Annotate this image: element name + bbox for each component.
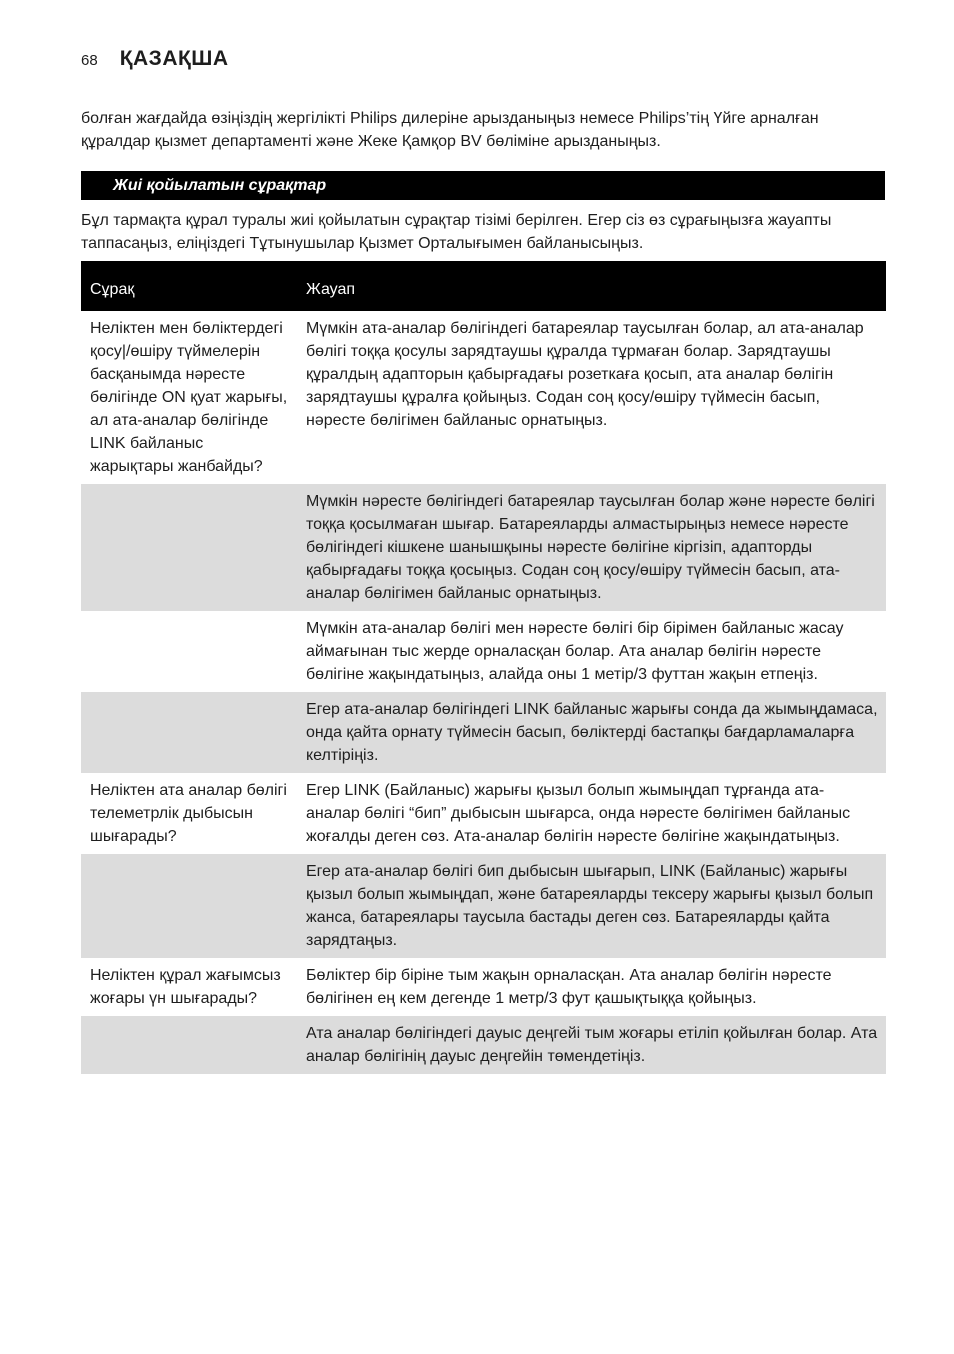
section-title: Жиі қойылатын сұрақтар: [81, 171, 885, 200]
table-row: [81, 311, 886, 484]
table-row: [81, 854, 886, 958]
section-description: Бұл тармақта құрал туралы жиі қойылатын сұрақтар тізімі берілген. Егер сіз өз сұрағыңызға жауапты таппасаңыз, еліңіздегі Тұтынушылар Қызмет Орталығымен байланысыңыз.: [81, 212, 832, 252]
language-title: ҚАЗАҚША: [119, 47, 229, 70]
table-header-row: [81, 261, 886, 311]
answer-cell: Мүмкін ата-аналар бөлігі мен нәресте бөлігі бір бірімен байланыс жасау аймағынан тыс жерде орналасқан болар. Ата аналар бөлігін нәресте бөлігіне жақындатыңыз, алайда оны 1 метір/3 футтан жақын етпеңіз.: [297, 611, 886, 692]
answer-column-header: Жауап: [297, 261, 886, 311]
page-number: 68: [81, 52, 98, 69]
table-row: [81, 958, 886, 1016]
answer-cell: Егер ата-аналар бөлігіндегі LINK байланыс жарығы сонда да жымыңдамаса, онда қайта орнату түймесін басып, бөліктерді бастапқы бағдарламаларға келтіріңіз.: [297, 692, 886, 773]
answer-cell: Егер LINK (Байланыс) жарығы қызыл болып жымыңдап тұрғанда ата-аналар бөлігі “бип” дыбысын шығарса, онда нәресте бөлігімен байланыс жоғалды деген сөз. Ата-аналар бөлігін нәресте бөлігіне жақындатыңыз.: [297, 773, 886, 854]
table-row: [81, 773, 886, 854]
question-cell: [81, 692, 297, 773]
question-cell: Неліктен ата аналар бөлігі телеметрлік дыбысын шығарады?: [81, 773, 297, 854]
table-row: [81, 611, 886, 692]
question-cell: [81, 611, 297, 692]
table-row: [81, 1016, 886, 1074]
faq-table: [81, 261, 886, 1074]
question-cell: Неліктен мен бөліктердегі қосу|/өшіру түймелерін басқанымда нәресте бөлігінде ON қуат жарығы, ал ата-аналар бөлігінде LINK байланыс жарықтары жанбайды?: [81, 311, 297, 484]
answer-cell: Мүмкін нәресте бөлігіндегі батареялар таусылған болар және нәресте бөлігі тоққа қосылмаған шығар. Батареяларды алмастырыңыз немесе нәресте бөлігіндегі кішкене шанышқыны нәресте бөлігіне кіргізіп, адапторды қабырғадағы тоққа қосыңыз. Содан соң қосу/өшіру түймесін басып, ата-аналар бөлігімен байланыс орнатыңыз.: [297, 484, 886, 611]
question-column-header: Сұрақ: [81, 261, 297, 311]
page-header: [81, 47, 229, 77]
table-row: [81, 692, 886, 773]
question-cell: [81, 1016, 297, 1074]
table-row: [81, 484, 886, 611]
question-cell: Неліктен құрал жағымсыз жоғары үн шығарады?: [81, 958, 297, 1016]
answer-cell: Мүмкін ата-аналар бөлігіндегі батареялар таусылған болар, ал ата-аналар бөлігі тоққа қосулы зарядтаушы құралда тұрмаған болар. Зарядтаушы құралдың адапторын қабырғадағы розеткаға қосып, ата аналар бөлігін зарядтаушы құралға қойыңыз. Содан соң қосу/өшіру түймесін басып, нәресте бөлігімен байланыс орнатыңыз.: [297, 311, 886, 484]
answer-cell: Ата аналар бөлігіндегі дауыс деңгейі тым жоғары етіліп қойылған болар. Ата аналар бөлігінің дауыс деңгейін төмендетіңіз.: [297, 1016, 886, 1074]
answer-cell: Егер ата-аналар бөлігі бип дыбысын шығарып, LINK (Байланыс) жарығы қызыл болып жымыңдап, және батареяларды тексеру жарығы қызыл болып жанса, батареялары таусыла бастады деген сөз. Батареяларды қайта зарядтаңыз.: [297, 854, 886, 958]
answer-cell: Бөліктер бір біріне тым жақын орналасқан. Ата аналар бөлігін нәресте бөлігінен ең кем дегенде 1 метр/3 фут қашықтыққа қойыңыз.: [297, 958, 886, 1016]
question-cell: [81, 484, 297, 611]
question-cell: [81, 854, 297, 958]
intro-paragraph: болған жағдайда өзіңіздің жергілікті Philips дилеріне арызданыңыз немесе Philips’тің Үйге арналған құралдар қызмет департаменті және Жеке Қамқор BV бөліміне арызданыңыз.: [81, 110, 819, 150]
